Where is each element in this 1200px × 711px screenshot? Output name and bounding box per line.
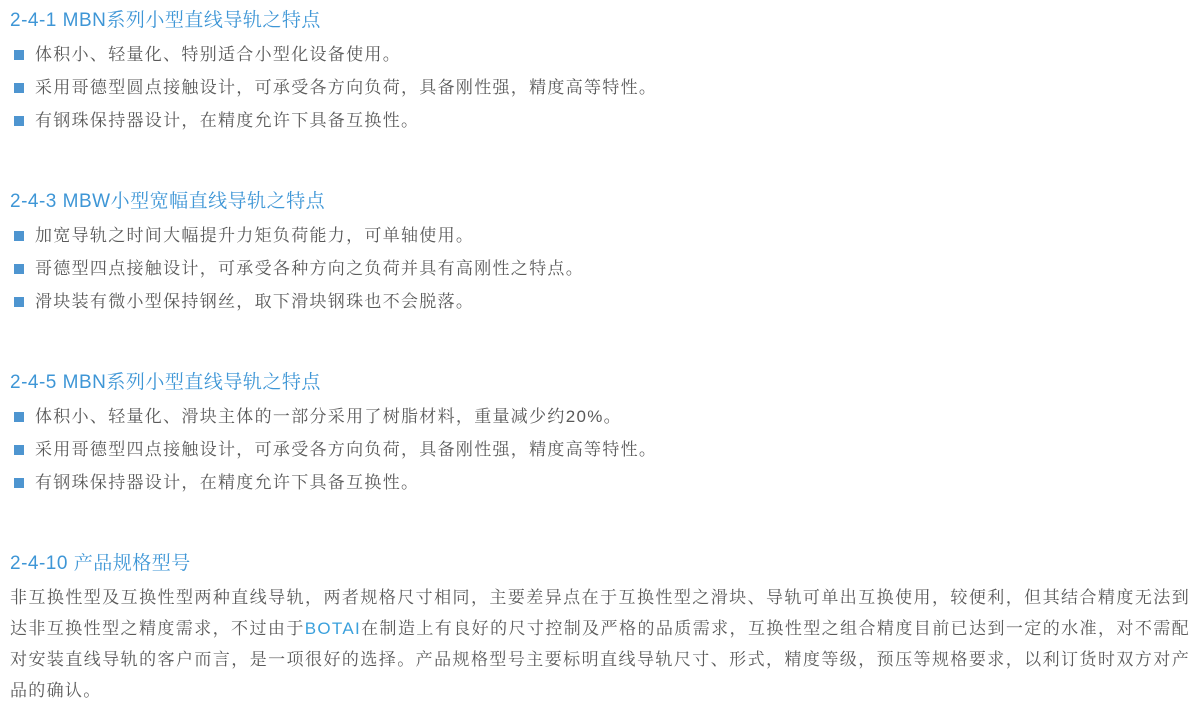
feature-list xyxy=(10,38,1190,137)
feature-text: 哥德型四点接触设计，可承受各种方向之负荷并具有高刚性之特点。 xyxy=(35,259,584,278)
bullet-square-icon xyxy=(14,445,24,455)
paragraph-text-before: 非互换性型及互换性型两种直线导轨，两者规格尺寸相同，主要差异点在于互换性型之滑块、导轨可单出互换使用，较便利，但其结合精度无法到达非互换性型之精度需求，不过由于 xyxy=(10,588,1190,638)
list-item xyxy=(10,71,1190,104)
bullet-square-icon xyxy=(14,231,24,241)
section-2-4-1 xyxy=(10,8,1190,137)
spec-paragraph xyxy=(10,582,1190,706)
feature-text: 有钢珠保持器设计，在精度允许下具备互换性。 xyxy=(35,473,420,492)
feature-list xyxy=(10,400,1190,499)
bullet-square-icon xyxy=(14,297,24,307)
feature-text: 采用哥德型圆点接触设计，可承受各方向负荷，具备刚性强，精度高等特性。 xyxy=(35,78,658,97)
list-item xyxy=(10,466,1190,499)
brand-text: BOTAI xyxy=(304,619,361,638)
feature-text: 体积小、轻量化、滑块主体的一部分采用了树脂材料，重量减少约20%。 xyxy=(35,407,622,426)
list-item xyxy=(10,285,1190,318)
feature-text: 加宽导轨之时间大幅提升力矩负荷能力，可单轴使用。 xyxy=(35,226,475,245)
list-item xyxy=(10,400,1190,433)
paragraph-text-after: 在制造上有良好的尺寸控制及严格的品质需求，互换性型之组合精度目前已达到一定的水准，对不需配对安装直线导轨的客户而言，是一项很好的选择。产品规格型号主要标明直线导轨尺寸、形式，精度等级，预压等规格要求，以利订货时双方对产品的确认。 xyxy=(10,619,1190,700)
feature-text: 滑块装有微小型保持钢丝，取下滑块钢珠也不会脱落。 xyxy=(35,292,475,311)
bullet-square-icon xyxy=(14,264,24,274)
section-heading: 2-4-10 产品规格型号 xyxy=(10,553,191,574)
list-item xyxy=(10,104,1190,137)
section-heading: 2-4-1 MBN系列小型直线导轨之特点 xyxy=(10,10,321,31)
list-item xyxy=(10,219,1190,252)
list-item xyxy=(10,38,1190,71)
list-item xyxy=(10,433,1190,466)
bullet-square-icon xyxy=(14,83,24,93)
bullet-square-icon xyxy=(14,478,24,488)
section-2-4-10 xyxy=(10,551,1190,706)
section-2-4-5 xyxy=(10,370,1190,499)
section-heading: 2-4-3 MBW小型宽幅直线导轨之特点 xyxy=(10,191,326,212)
feature-text: 采用哥德型四点接触设计，可承受各方向负荷，具备刚性强，精度高等特性。 xyxy=(35,440,658,459)
feature-text: 有钢珠保持器设计，在精度允许下具备互换性。 xyxy=(35,111,420,130)
section-2-4-3 xyxy=(10,189,1190,318)
list-item xyxy=(10,252,1190,285)
section-heading: 2-4-5 MBN系列小型直线导轨之特点 xyxy=(10,372,321,393)
feature-text: 体积小、轻量化、特别适合小型化设备使用。 xyxy=(35,45,401,64)
bullet-square-icon xyxy=(14,412,24,422)
feature-list xyxy=(10,219,1190,318)
bullet-square-icon xyxy=(14,116,24,126)
bullet-square-icon xyxy=(14,50,24,60)
